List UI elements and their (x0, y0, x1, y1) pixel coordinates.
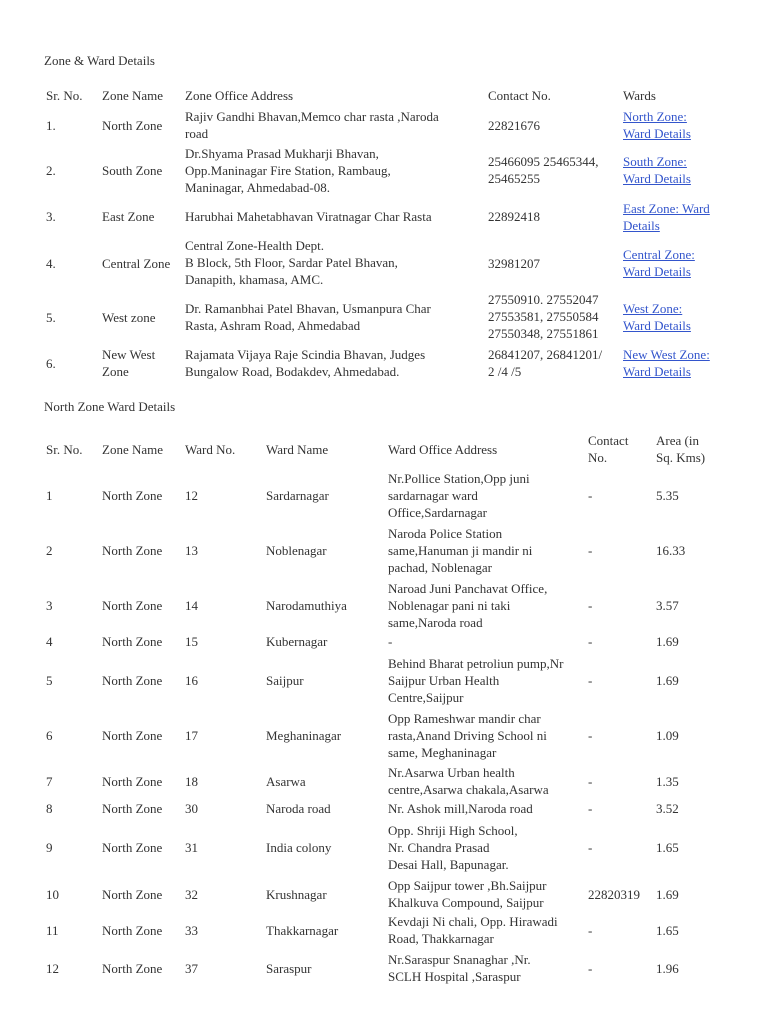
ward-area: 16.33 (656, 543, 686, 558)
ward-zone-name: North Zone (102, 960, 163, 976)
zone-sr: 6. (46, 356, 56, 371)
zone-sr: 5. (46, 310, 56, 325)
ward-no: 14 (185, 598, 198, 613)
zone-contact: 32981207 (488, 256, 540, 271)
header-line: No. (588, 450, 608, 465)
address-line: Danapith, khamasa, AMC. (185, 272, 324, 287)
contact-line: 25466095 25465344, (488, 154, 599, 169)
address-line: sardarnagar ward (388, 488, 478, 503)
ward-contact: 22820319 (588, 886, 640, 902)
address-line: Opp Rameshwar mandir char (388, 711, 541, 726)
col-header-zone-name: Zone Name (102, 88, 164, 103)
address-line: Office,Sardarnagar (388, 505, 488, 520)
address-line: rasta,Anand Driving School ni (388, 728, 547, 743)
link-line: Ward Details (623, 126, 691, 141)
zone-name: East Zone (102, 209, 155, 224)
ward-name: Meghaninagar (266, 728, 342, 743)
header-line: Sq. Kms) (656, 450, 706, 465)
zone-ward-heading: Zone & Ward Details (44, 53, 155, 68)
ward-zone-name: North Zone (102, 598, 163, 613)
ward-contact: - (588, 488, 593, 503)
ward-office-address (388, 655, 563, 706)
zone-name: South Zone (102, 163, 163, 178)
zone-name: North Zone (102, 118, 163, 133)
link-line: North Zone: (623, 109, 687, 124)
link-line: Ward Details (623, 171, 691, 186)
ward-area: 1.69 (656, 634, 679, 649)
ward-no: 33 (185, 922, 198, 938)
ward-area: 3.57 (656, 598, 679, 613)
address-line: SCLH Hospital ,Saraspur (388, 969, 521, 984)
ward-name: Narodamuthiya (266, 598, 347, 613)
zone-name (102, 346, 155, 380)
address-line: Nr.Saraspur Snanaghar ,Nr. (388, 952, 531, 967)
col-header-ward-office-address: Ward Office Address (388, 442, 498, 457)
ward-contact: - (588, 728, 593, 743)
address-line: Desai Hall, Bapunagar. (388, 857, 509, 872)
address-line: road (185, 126, 209, 141)
ward-sr: 8 (46, 801, 53, 816)
ward-sr: 6 (46, 728, 53, 743)
address-line: same,Naroda road (388, 615, 483, 630)
ward-zone-name: North Zone (102, 488, 163, 503)
ward-zone-name: North Zone (102, 543, 163, 558)
col-header-area (656, 432, 705, 466)
ward-sr: 11 (46, 922, 59, 938)
ward-sr: 2 (46, 543, 53, 558)
ward-no: 15 (185, 634, 198, 649)
contact-line: 27550348, 27551861 (488, 326, 599, 341)
ward-name: Asarwa (266, 773, 306, 789)
zone-address (185, 300, 431, 334)
address-line: Opp Saijpur tower ,Bh.Saijpur (388, 878, 547, 893)
ward-office-address (388, 822, 518, 873)
address-line: Naroad Juni Panchavat Office, (388, 581, 548, 596)
ward-zone-name: North Zone (102, 634, 163, 649)
ward-office-address (388, 470, 530, 521)
zone-sr: 1. (46, 118, 56, 133)
ward-name: Kubernagar (266, 634, 328, 649)
ward-no: 17 (185, 728, 198, 743)
ward-contact: - (588, 543, 593, 558)
ward-no: 31 (185, 840, 198, 855)
address-line: Maninagar, Ahmedabad-08. (185, 180, 330, 195)
header-line: Contact (588, 433, 629, 448)
ward-sr: 1 (46, 488, 53, 503)
ward-name: Sardarnagar (266, 488, 329, 503)
address-line: Nr. Chandra Prasad (388, 840, 490, 855)
ward-no: 37 (185, 960, 198, 976)
col-header-sr: Sr. No. (46, 442, 83, 457)
ward-sr: 3 (46, 598, 53, 613)
address-line: Noblenagar pani ni taki (388, 598, 511, 613)
ward-name: Saraspur (266, 960, 312, 976)
col-header-contact (588, 432, 628, 466)
link-line: New West Zone: (623, 347, 710, 362)
address-line: Dr.Shyama Prasad Mukharji Bhavan, (185, 146, 379, 161)
link-line: South Zone: (623, 154, 687, 169)
ward-zone-name: North Zone (102, 673, 163, 688)
address-line: Opp.Maninagar Fire Station, Rambaug, (185, 163, 391, 178)
header-line: Area (in (656, 433, 699, 448)
ward-sr: 10 (46, 886, 59, 902)
zone-address (185, 346, 425, 380)
ward-no: 18 (185, 773, 198, 789)
address-line: Kevdaji Ni chali, Opp. Hirawadi (388, 914, 558, 929)
address-line: Nr.Pollice Station,Opp juni (388, 471, 530, 486)
link-line: Ward Details (623, 364, 691, 379)
ward-zone-name: North Zone (102, 886, 163, 902)
ward-office-address (388, 525, 532, 576)
ward-office-address (388, 710, 547, 761)
col-header-ward-no: Ward No. (185, 442, 236, 457)
ward-area: 3.52 (656, 801, 679, 816)
ward-name: Naroda road (266, 801, 331, 816)
ward-name: India colony (266, 840, 332, 855)
ward-zone-name: North Zone (102, 728, 163, 743)
zone-name: West zone (102, 310, 156, 325)
ward-office-address (388, 913, 558, 947)
col-header-contact: Contact No. (488, 88, 551, 103)
ward-zone-name: North Zone (102, 773, 163, 789)
zone-contact (488, 346, 602, 380)
ward-details-link[interactable] (623, 200, 710, 234)
ward-contact: - (588, 922, 593, 938)
zone-contact: 22821676 (488, 118, 540, 133)
address-line: Central Zone-Health Dept. (185, 238, 324, 253)
ward-office-address (388, 951, 531, 985)
col-header-zone-name: Zone Name (102, 442, 164, 457)
ward-contact: - (588, 634, 593, 649)
ward-contact: - (588, 773, 593, 789)
address-line: Opp. Shriji High School, (388, 823, 518, 838)
address-line: Nr.Asarwa Urban health (388, 765, 515, 780)
col-header-zone-office-address: Zone Office Address (185, 88, 294, 103)
address-line: same,Hanuman ji mandir ni (388, 543, 533, 558)
ward-area: 5.35 (656, 488, 679, 503)
contact-line: 2 /4 /5 (488, 364, 522, 379)
address-line: same, Meghaninagar (388, 745, 497, 760)
ward-details-link[interactable] (623, 246, 695, 280)
ward-no: 13 (185, 543, 198, 558)
address-line: Saijpur Urban Health (388, 673, 500, 688)
link-line: Details (623, 218, 660, 233)
address-line: Nr. Ashok mill,Naroda road (388, 801, 533, 816)
zone-name-line: New West (102, 347, 156, 362)
ward-details-link[interactable] (623, 300, 691, 334)
ward-office-address (388, 580, 547, 631)
ward-area: 1.69 (656, 886, 679, 902)
address-line: Rasta, Ashram Road, Ahmedabad (185, 318, 361, 333)
zone-address: Harubhai Mahetabhavan Viratnagar Char Rasta (185, 209, 432, 224)
link-line: West Zone: (623, 301, 683, 316)
ward-office-address (388, 633, 392, 650)
address-line: Rajiv Gandhi Bhavan,Memco char rasta ,Naroda (185, 109, 439, 124)
ward-sr: 7 (46, 773, 53, 789)
ward-area: 1.69 (656, 673, 679, 688)
zone-name-line: Zone (102, 364, 129, 379)
ward-name: Saijpur (266, 673, 304, 688)
ward-area: 1.96 (656, 960, 679, 976)
ward-details-link[interactable] (623, 108, 691, 142)
ward-office-address (388, 800, 533, 817)
col-header-ward-name: Ward Name (266, 442, 329, 457)
zone-address (185, 237, 398, 288)
link-line: Ward Details (623, 318, 691, 333)
ward-sr: 4 (46, 634, 53, 649)
zone-sr: 2. (46, 163, 56, 178)
zone-contact (488, 153, 599, 187)
ward-name: Noblenagar (266, 543, 327, 558)
link-line: Central Zone: (623, 247, 695, 262)
ward-zone-name: North Zone (102, 840, 163, 855)
col-header-wards: Wards (623, 88, 656, 103)
address-line: Rajamata Vijaya Raje Scindia Bhavan, Judges (185, 347, 426, 362)
address-line: centre,Asarwa chakala,Asarwa (388, 782, 549, 797)
ward-contact: - (588, 840, 593, 855)
address-line: Behind Bharat petroliun pump,Nr (388, 656, 564, 671)
ward-sr: 12 (46, 960, 59, 976)
ward-contact: - (588, 960, 593, 976)
address-line: Dr. Ramanbhai Patel Bhavan, Usmanpura Char (185, 301, 431, 316)
address-line: Road, Thakkarnagar (388, 931, 494, 946)
ward-office-address (388, 764, 549, 798)
ward-contact: - (588, 673, 593, 688)
ward-sr: 9 (46, 840, 53, 855)
ward-details-link[interactable] (623, 346, 710, 380)
address-line: B Block, 5th Floor, Sardar Patel Bhavan, (185, 255, 398, 270)
zone-contact (488, 291, 599, 342)
ward-no: 30 (185, 801, 198, 816)
contact-line: 27550910. 27552047 (488, 292, 599, 307)
ward-area: 1.65 (656, 840, 679, 855)
ward-office-address (388, 877, 547, 911)
contact-line: 25465255 (488, 171, 540, 186)
zone-sr: 4. (46, 256, 56, 271)
zone-address (185, 145, 391, 196)
ward-name: Krushnagar (266, 886, 327, 902)
ward-area: 1.09 (656, 728, 679, 743)
zone-address (185, 108, 439, 142)
address-line: Bungalow Road, Bodakdev, Ahmedabad. (185, 364, 400, 379)
ward-sr: 5 (46, 673, 53, 688)
address-line: Naroda Police Station (388, 526, 503, 541)
ward-no: 16 (185, 673, 198, 688)
ward-name: Thakkarnagar (266, 922, 339, 938)
col-header-sr: Sr. No. (46, 88, 83, 103)
north-zone-heading: North Zone Ward Details (44, 399, 176, 414)
contact-line: 26841207, 26841201/ (488, 347, 603, 362)
ward-zone-name: North Zone (102, 801, 163, 816)
link-line: East Zone: Ward (623, 201, 710, 216)
address-line: Khalkuva Compound, Saijpur (388, 895, 544, 910)
zone-sr: 3. (46, 209, 56, 224)
ward-details-link[interactable] (623, 153, 691, 187)
link-line: Ward Details (623, 264, 691, 279)
address-line: pachad, Noblenagar (388, 560, 492, 575)
ward-zone-name: North Zone (102, 922, 163, 938)
address-line: Centre,Saijpur (388, 690, 464, 705)
ward-contact: - (588, 598, 593, 613)
ward-contact: - (588, 801, 593, 816)
address-line: - (388, 634, 393, 649)
zone-name: Central Zone (102, 256, 171, 271)
ward-area: 1.35 (656, 773, 679, 789)
ward-no: 12 (185, 488, 198, 503)
ward-no: 32 (185, 886, 198, 902)
contact-line: 27553581, 27550584 (488, 309, 599, 324)
ward-area: 1.65 (656, 922, 679, 938)
zone-contact: 22892418 (488, 209, 540, 224)
